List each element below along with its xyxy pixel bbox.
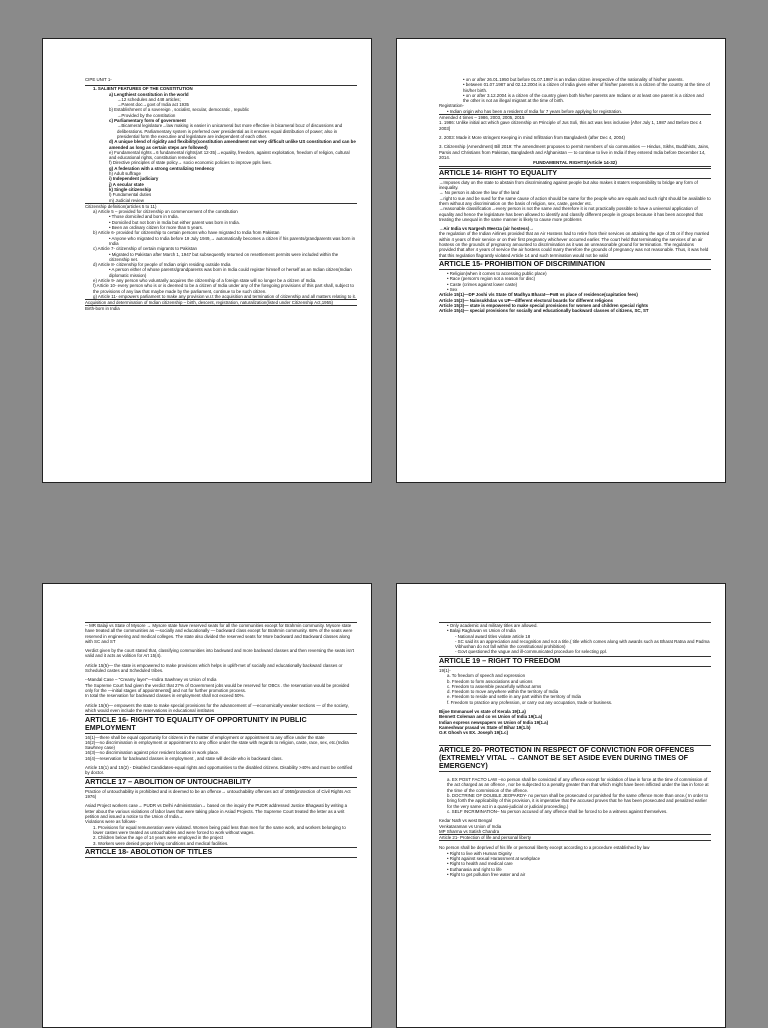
article-17-heading: ARTICLE 17 – ABOLITION OF UNTOUCHABILITY <box>85 777 357 788</box>
article-19-case: Bijoe Emmanuel vs state of Kerala 19(1.a) <box>439 709 526 715</box>
titles-bullet: - Govt questioned the vague and ill-communicated procedure for selecting ppl. <box>455 649 608 655</box>
birth-bullet: • on or after 3.12.2004 is a citizen of the country given both his/her parents are Indians or at least one parent is a citizen and the other is not an illegal migrant at the time of birth. <box>463 92 704 104</box>
feature-item: b) Establishment of a sovereign , socialist, secular, democratic , republic <box>109 107 250 113</box>
unit-title: CIPE UNIT 1- <box>85 77 112 82</box>
titles-bullets <box>439 623 711 655</box>
article-16-list <box>85 735 357 761</box>
mandal-case-limit: In total the reservation for backward classes in employment shall not exceed 50%. <box>85 693 245 699</box>
article-21-item: • Right to health and medical care <box>447 861 513 867</box>
article-19-case: Bennett Coleman and co vs Union of India 19(1.a) <box>439 714 543 720</box>
article-20-case: Venkataraman vs Union of India <box>439 823 502 829</box>
article-14-list <box>439 180 711 222</box>
article-19-cases <box>439 709 711 735</box>
article-15-5: Article 15(5)— the state is empowered to make provisions which helps in uplift-met of socially and educationally backward classes or Scheduled castes and Scheduled tribes. <box>85 662 343 674</box>
titles-bullet: • Balaji Raghavan vs Union of India <box>447 628 516 634</box>
document-page-3 <box>42 583 372 1028</box>
feature-item: c) Parliamentary form of government <box>109 118 186 124</box>
air-india-case-title: →Air India vs Nargesh Meerza (air hostess)→ <box>439 226 534 232</box>
feature-item: k) Single citizenship <box>109 186 152 192</box>
mandal-case-title: --Mandal Case – "Creamy layer"—Indira Sawhney vs Union of India <box>85 677 217 683</box>
fundamental-rights-heading: FUNDAMENTAL RIGHTS(Article 14-32) <box>439 160 711 166</box>
balaji-case: -- MR Balaji vs State of Mysore → Mysore state have reserved seats for all the communities except for Brahmin community. Mysore state have treated all the communities as —socially and educationally — backward class except for Brahmin community. 68% of the seats were reserved in engineering and medical colleges. The state also divided the reserved seats for More backward and Backward classes along with SC and ST <box>85 623 353 644</box>
citizenship-item: • Been an ordinary citizen for more than 5 years. <box>109 225 204 231</box>
article-21-item: • Euthanasia and right to life <box>447 866 502 872</box>
feature-item: e) Fundamental rights→6 fundamental rights(art 12-35)→equality, freedom, against exploitation, freedom of religion, cultural and educational rights, constitution remedies <box>109 149 350 161</box>
verdict-text: Verdict given by the court stated that, classifying communities into backward and more backward classes and then reversing the seats isn't valid and it acts as volition for Art 15(4). <box>85 648 355 659</box>
titles-bullet: • Only academic and military titles are allowed. <box>447 623 538 628</box>
features-list <box>85 92 357 203</box>
article-21-item: • Right to live with Human Dignity <box>447 850 512 856</box>
article-18-heading: ARTICLE 18- ABOLOTION OF TITLES <box>85 847 357 858</box>
feature-item: l) Fundamental duties <box>109 192 152 198</box>
article-14-item: →Imposes duty on the state to abstain from discriminating against people but also makes it state's responsibility to bridge any form of inequality. <box>439 179 698 191</box>
article-16-item: 16(4)—reservation for backward classes in employment , and state will decide who is backward class. <box>85 755 283 761</box>
feature-item: m) Judicial review <box>109 197 144 203</box>
feature-item: f) Directive principles of state policy→ socio economic policies to improve ppls lives. <box>109 160 272 166</box>
amended-text: Amended 4 times – 1986, 2003, 2005, 2015 <box>439 115 525 121</box>
article-19-case: O.K Ghosh vs EX. Joseph 19(1.c) <box>439 730 509 736</box>
article-19-item: c. Freedom to assemble peacefully without arms <box>447 683 542 689</box>
article-16-item: 16(3)—no discrimination against prior resident location in work place. <box>85 750 220 756</box>
feature-item: →Parent doc→govt of India act 1935 <box>117 102 190 108</box>
violations-title: Violations were as follows- <box>85 819 137 825</box>
article-21-text: No person shall be deprived of his life or personal liberty except according to a procedure established by law <box>439 845 650 851</box>
article-14-item: →reasonable classification→every person is not the same and therefore it is not practically possible to have a universal application of equality and hence the legislature has been allowed to identify and classify different people in groups because it has been accepted that treating the unequal in the same manner is likely to cause more problems <box>439 206 703 222</box>
citizenship-item: • Migrated to Pakistan after March 1, 1947 but subsequently returned on resettlement permits were included within the citizenship net. <box>109 251 339 262</box>
article-14-heading: ARTICLE 14- RIGHT TO EQUALITY <box>439 168 711 179</box>
article-19-intro: 19(1)- <box>439 667 451 673</box>
document-page-2 <box>396 38 726 483</box>
citizenship-list <box>85 209 357 299</box>
feature-item: →Bicameral legislature→law making is easier in unicameral but more effective in bicameral bcuz of discussions and deliberations. Parliamentary system is preferred over presidential as it ensures equal distribution of power; also in presidential form the executive and legislature are independent of each other. <box>117 123 343 139</box>
citizenship-heading: Citizenship definition(articles 5 to 11) <box>85 203 157 209</box>
article-20-item: c. SELF INCRIMINATION– No person accused of any offence shall be forced to be a witness against themselves. <box>447 808 668 814</box>
article-15-case: Article 15(2)— Nainsukhdas vs UP—different electoral boards for different religions <box>439 297 613 303</box>
disabled-candidates: Article 15(1) and 15(2) - Disabled Candidates-equal rights and opportunities to the disabled citizens. Disability >40% and must be certified by doctor. <box>85 765 353 776</box>
article-17-text: Practice of untouchability is prohibited and is deemed to be an offence→ untouchability offences act of 1955(protection of Civil Rights Act 1976) <box>85 788 351 800</box>
article-20-case: MP Sharma vs Satish Chandra <box>439 828 500 834</box>
article-20-case: Kedar Nath vs west Bengal <box>439 818 492 824</box>
feature-item: a) Lengthiest constitution in the world <box>109 91 189 97</box>
article-14-item: → No person is above the law of the land <box>439 190 520 196</box>
violation-item: 3. Workers were denied proper living conditions and medical facilities. <box>93 840 229 846</box>
citizenship-item: c) Article 7- citizenship of certain migrants to Pakistan <box>93 246 197 252</box>
article-21-item: • Right to get pollution free water and air <box>447 871 526 877</box>
article-20-item: b. DOCTRINE OF DOUBLE JEOPARDY- no person shall be prosecuted or punished for the same offence more than once.( In order to bring forth the applicability of this provision, it is imperative that the accused proves that he has been prosecuted and penalized earlier for the very same act in a quasi-judicial or judicial proceeding.) <box>447 793 709 809</box>
article-19-item: e. Freedom to reside and settle in any part within the territory of India <box>447 694 581 700</box>
article-20-heading: ARTICLE 20- PROTECTION IN RESPECT OF CONVICTION FOR OFFENCES (EXTREMELY VITAL → CANNOT BE SET ASIDE EVEN DURING TIMES OF EMERGENCY) <box>439 745 711 773</box>
article-15-case: Article 15(1)—DP Joshi v/s State Of Madhya Bharat—PoB vs place of residence(capitation fees) <box>439 292 638 298</box>
article-19-item: a. To freedom of speech and expression <box>447 673 526 679</box>
feature-item: h) Adult suffrage <box>109 171 141 177</box>
article-14-item: →right to sue and be sued for the same cause of action should be same for the people who are equals and such right should be available to them without any discrimination on the basis of religion, sex, caste, gender etc. <box>439 195 711 206</box>
citizenship-item: • Anyone who migrated to India before 19 July 1949,→ automatically becomes a citizen if his parents/grandparents was born in India <box>109 235 356 246</box>
birth-bullets <box>439 77 711 103</box>
article-20-list <box>439 777 711 814</box>
birth-text: Birth-born in India <box>85 306 120 312</box>
article-15-item: • Race (person's region not a reason for disc) <box>447 276 536 282</box>
citizenship-item: e) Article 9- any person who voluntarily acquires the citizenship of a foreign state will no longer be a citizen of India. <box>93 277 317 283</box>
article-19-item: d. Freedom to move anywhere within the territory of India <box>447 689 559 695</box>
citizenship-item: d) Article 8- citizenship for people of Indian origin residing outside India <box>93 262 231 268</box>
violations-list <box>85 825 357 846</box>
citizenship-item: b) Article 6- provided for citizenship to certain persons who have migrated to India from Pakistan <box>93 230 280 236</box>
birth-bullet: • on or after 26.01.1950 but before 01.07.1987 is an Indian citizen irrespective of the nationality of his/her parents. <box>463 77 684 82</box>
air-india-case-text: the regulation of the Indian Airlines provided that an Air Hostess had to retire from their services on attaining the age of 35 or if they married within 4 years of their service or on their first pregnancy whichever occurred earlier. The court held that terminating the services of an air hostess on the grounds of pregnancy amounted to discrimination as it was an unreasonable ground for termination. The regulations provided that after 4 years of service the air hostess could marry therefore the grounds of pregnancy was not reasonable. Thus, it was held that this regulation flagrantly violated Article 14 and such termination would not be valid <box>439 231 710 258</box>
article-16-item: 16(2)—no discrimination in employment or appointment to any office under the state with regards to religion, caste, race, sex, etc.(Indira Sawhney case) <box>85 739 349 751</box>
citizenship-item: • Those domiciled and born in India. <box>109 214 179 220</box>
article-15-heading: ARTICLE 15- PROHIBITION OF DISCRIMINATION <box>439 259 711 270</box>
article-15-6: Article 15(6)— empowers the state to make special provisions for the advancement of —economically weaker sections — of the society, which would even include the reservations in educational institutes <box>85 702 349 713</box>
titles-bullet: - SC said its an appreciation and recognition and not a title.( title which comes along with awards such as Bharat Ratna and Padma Vibhushan do not fall within the constitutional prohibition) <box>455 638 710 650</box>
article-15-list <box>439 271 711 292</box>
article-19-heading: ARTICLE 19 – RIGHT TO FREEDOM <box>439 656 711 667</box>
article-19-case: Kameshwar prasad vs State of Bihar 19(1.b) <box>439 724 531 730</box>
asiad-case: Asiad Project workers case→ PUDR vs Delhi Administration→ based on the inquiry the PUDR addressed Justice Bhagwati by writing a letter about the various violations of labor laws that were taking place in Asiad Projects. The Supreme Court treated the letter as a writ petition and issued a notice to the Union of India→ <box>85 803 348 820</box>
article-15-item: • Caste (crimes against lower caste) <box>447 281 518 287</box>
article-19-item: b. Freedom to form associations and unions <box>447 678 533 684</box>
article-16-heading: ARTICLE 16- RIGHT TO EQUALITY OF OPPORTUNITY IN PUBLIC EMPLOYMENT <box>85 714 357 733</box>
salient-heading: 1. SALIENT FEATURES OF THE CONSTITUTION <box>93 86 193 92</box>
titles-bullet: - National award titles violate article 18 <box>455 633 531 639</box>
citizenship-item: • A person either of whose parents/grandparents was born in India could register himself or herself as an Indian citizen(Indian diplomatic mission) <box>109 267 352 278</box>
violation-item: 1. Provisions for equal remuneration were violated. Women being paid less than men for the same work, and workers belonging to lower castes were treated as untouchables and were forced to work without wages. <box>93 824 346 835</box>
article-19-case: Indian express newspapers vs Union of India 19(1.a) <box>439 719 549 725</box>
article-21-list <box>439 851 711 877</box>
article-15-cases <box>439 292 711 313</box>
article-20-item: a. EX POST FACTO LAW –no person shall be convicted of any offence except for violation of law in force at the time of commission of the act charged as an offence , nor be subjected to a penalty greater than that which might have been inflicted under the law in force at the time of the commission of the offence. <box>447 777 709 793</box>
article-20-cases <box>439 818 711 834</box>
feature-item: i) Independent judiciary <box>109 176 159 182</box>
article-15-case: Article 15(3)— state is empowered to make special provisions for women and children special rights <box>439 302 649 308</box>
violation-item: 2. Children below the age of 14 years were employed in the project <box>93 835 224 841</box>
acquisition-text: Acquisition and determination of Indian citizenship – birth, descent, registration, naturalization(listed under Citizenship Act,1955) <box>85 300 333 306</box>
amendment-3: 3. Citizenship (Amendment) Bill 2019: The amendment proposes to permit members of six communities — Hindus, Sikhs, Buddhists, Jains, Parsis and Christians from Pakistan, Bangladesh and Afghanistan — to continue to live in India if they entered India before December 14, 2014. <box>439 144 710 160</box>
feature-item: d) A unique blend of rigidity and flexibility(constitution amendment not very difficult unlike US constitution and can be amended as long as certain steps are followed) <box>109 139 356 150</box>
amendment-2: 2. 2003: Made it More stringent Keeping in mind Infiltration from Bangladesh (after Dec 4, 2004) <box>439 134 625 140</box>
feature-item: j) A secular state <box>109 181 144 187</box>
feature-item: →Provided by the constitution <box>117 112 176 118</box>
citizenship-item: a) Article 5 – provided for citizenship on commencement of the constitution <box>93 209 238 215</box>
citizenship-item: f) Article 10- every person who is or is deemed to be a citizen of India under any of the foregoing provisions of this part shall, subject to the provisions of any law that maybe made by the parliament, continue to be such citizen. <box>93 283 354 294</box>
article-21-title: Article 21- Protection of life and personal liberty <box>439 835 532 841</box>
mandal-case-text: The Supreme Court had given the verdict that 27% of Government jobs would be reserved for OBCs . the reservation would be provided only for the —initial stages of appointments[] and not for further promotion process. <box>85 682 350 693</box>
article-16-item: 16(1)—there shall be equal opportunity for citizens in the matter of employment or appointment to any office under the state <box>85 734 325 740</box>
article-19-item: f. Freedom to practice any profession, or carry out any occupation, trade or business. <box>447 699 613 705</box>
article-15-item: • Religion(when it comes to accessing public place) <box>447 271 547 277</box>
feature-item: →12 schedules and 448 articles; <box>117 96 181 102</box>
registration-item: • Indian origin who has been a resident of India for 7 years before applying for registration. <box>447 108 623 114</box>
registration-label: Registration- <box>439 103 464 109</box>
feature-item: g) A federation with a strong centralizing tendency <box>109 165 215 171</box>
article-21-item: • Right against sexual Harassment at workplace <box>447 856 541 862</box>
article-15-item: • Sex <box>447 287 458 293</box>
citizenship-item: • Domiciled but not born in India but either parent was born in India. <box>109 219 240 225</box>
citizenship-item: g) Article 11- empowers parliament to make any provision w.r.t the acquisition and termination of citizenship and all matters relating to it. <box>93 293 356 299</box>
amendment-1: 1. 1986: Unlike initial act which gave citizenship on Principle of Jus Soli, this act was less inclusive [After July 1, 1987 and Before Dec 4 2003] <box>439 120 702 131</box>
document-page-4 <box>396 583 726 1028</box>
birth-bullet: • between 01.07.1987 and 02.12.2004 is a citizen of India given either of his/her parents is a citizen of the country at the time of his/her birth. <box>463 82 710 93</box>
article-15-case: Article 15(4)— special provisions for socially and educationally backward classes of citizens, SC, ST <box>439 308 649 314</box>
document-page-1 <box>42 38 372 483</box>
article-19-list <box>439 673 711 705</box>
